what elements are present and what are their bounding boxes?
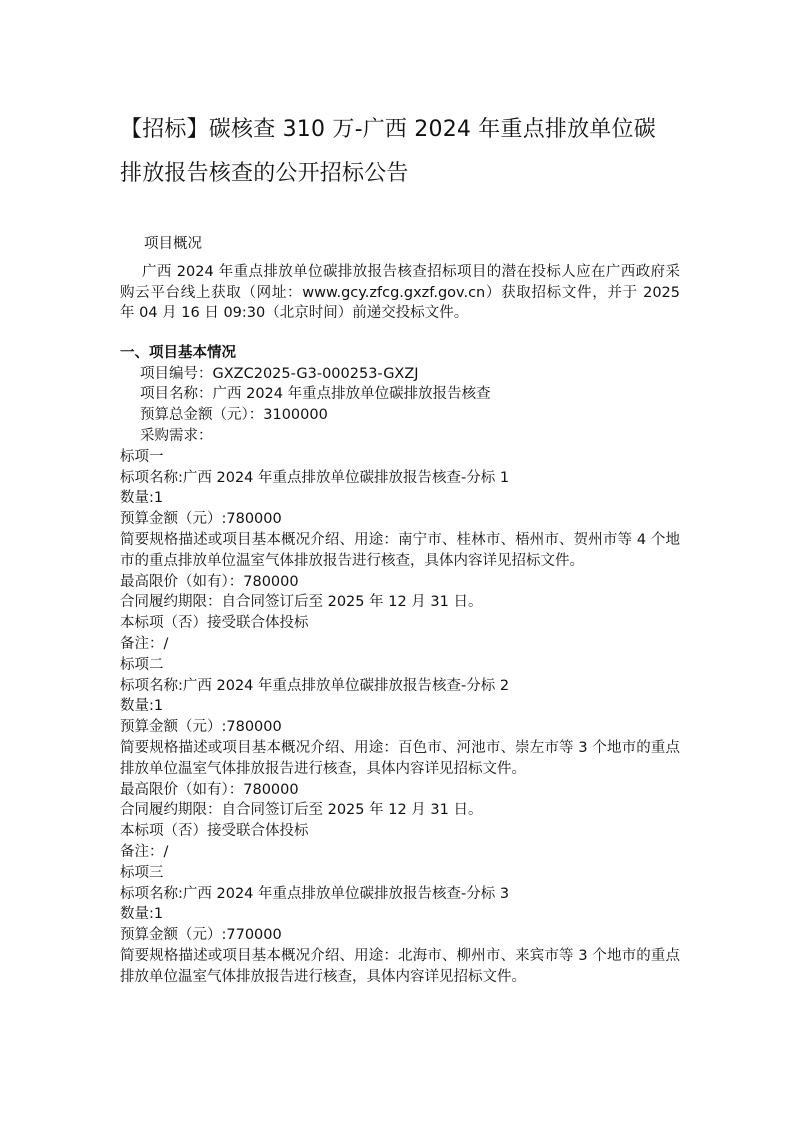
lot-max-price: 最高限价（如有）：780000 bbox=[120, 573, 299, 590]
lot-3 bbox=[120, 863, 680, 988]
lot-consortium: 本标项（否）接受联合体投标 bbox=[120, 823, 309, 840]
lot-quantity: 数量:1 bbox=[120, 490, 164, 507]
lot-name: 标项名称:广西 2024 年重点排放单位碳排放报告核查-分标 3 bbox=[120, 885, 510, 902]
lot-label: 标项二 bbox=[120, 656, 164, 673]
lot-budget: 预算金额（元）:780000 bbox=[120, 719, 282, 736]
lot-contract-term: 合同履约期限：自合同签订后至 2025 年 12 月 31 日。 bbox=[120, 594, 483, 611]
title-line-2: 排放报告核查的公开招标公告 bbox=[120, 161, 409, 186]
project-number: 项目编号：GXZC2025-G3-000253-GXZJ bbox=[140, 365, 419, 382]
document-title bbox=[120, 108, 680, 196]
lot-label: 标项一 bbox=[120, 448, 164, 465]
lot-consortium: 本标项（否）接受联合体投标 bbox=[120, 615, 309, 632]
total-budget: 预算总金额（元）：3100000 bbox=[140, 407, 328, 424]
section-basic-info-heading: 一、项目基本情况 bbox=[120, 344, 236, 361]
lot-description: 简要规格描述或项目基本概况介绍、用途：南宁市、桂林市、梧州市、贺州市等 4 个地市的重点排放单位温室气体排放报告进行核查，具体内容详见招标文件。 bbox=[120, 531, 680, 569]
lot-description: 简要规格描述或项目基本概况介绍、用途：北海市、柳州市、来宾市等 3 个地市的重点排放单位温室气体排放报告进行核查，具体内容详见招标文件。 bbox=[120, 947, 680, 985]
lot-max-price: 最高限价（如有）：780000 bbox=[120, 781, 299, 798]
overview-heading: 项目概况 bbox=[144, 236, 202, 252]
lot-remarks: 备注：/ bbox=[120, 843, 169, 860]
lot-description: 简要规格描述或项目基本概况介绍、用途：百色市、河池市、崇左市等 3 个地市的重点排放单位温室气体排放报告进行核查，具体内容详见招标文件。 bbox=[120, 739, 680, 777]
document-page bbox=[120, 108, 680, 987]
lot-remarks: 备注：/ bbox=[120, 635, 169, 652]
lot-name: 标项名称:广西 2024 年重点排放单位碳排放报告核查-分标 1 bbox=[120, 469, 510, 486]
lot-budget: 预算金额（元）:780000 bbox=[120, 511, 282, 528]
lot-contract-term: 合同履约期限：自合同签订后至 2025 年 12 月 31 日。 bbox=[120, 802, 483, 819]
procurement-needs-label: 采购需求： bbox=[140, 427, 213, 444]
lot-budget: 预算金额（元）:770000 bbox=[120, 927, 282, 944]
title-line-1: 【招标】碳核查 310 万-广西 2024 年重点排放单位碳 bbox=[120, 117, 656, 142]
intro-paragraph: 广西 2024 年重点排放单位碳排放报告核查招标项目的潜在投标人应在广西政府采购云平台线上获取（网址：www.gcy.zfcg.gxzf.gov.cn）获取招标文件，并于 2025 年 04 月 16 日 09:30（北京时间）前递交投标文件。 bbox=[120, 264, 680, 322]
lot-quantity: 数量:1 bbox=[120, 906, 164, 923]
lot-2 bbox=[120, 655, 680, 863]
project-name: 项目名称：广西 2024 年重点排放单位碳排放报告核查 bbox=[140, 386, 491, 403]
lot-1 bbox=[120, 447, 680, 655]
lot-label: 标项三 bbox=[120, 864, 164, 881]
lot-name: 标项名称:广西 2024 年重点排放单位碳排放报告核查-分标 2 bbox=[120, 677, 510, 694]
lot-quantity: 数量:1 bbox=[120, 698, 164, 715]
